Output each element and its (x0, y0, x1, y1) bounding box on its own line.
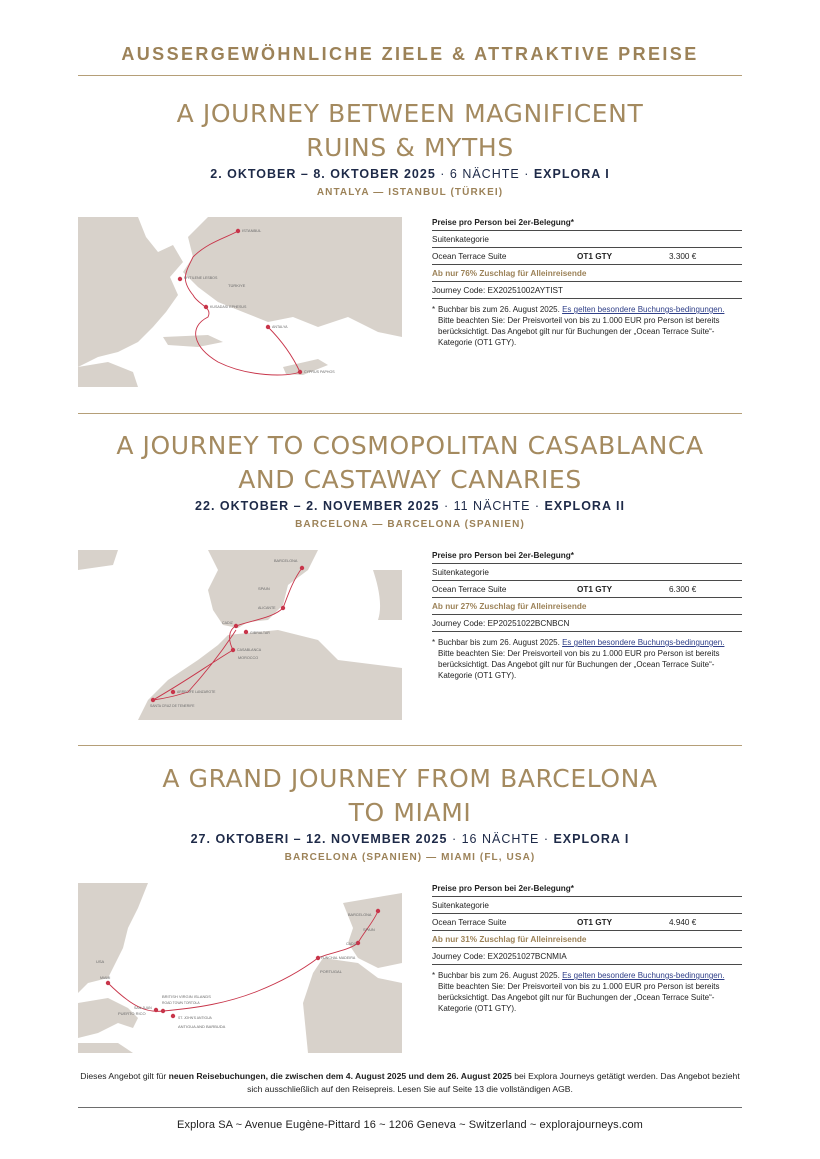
pricing-category-label: Suitenkategorie (432, 901, 489, 910)
suite-price: 4.940 € (669, 918, 697, 927)
single-supplement-row (432, 265, 742, 282)
trip-3-date-range: 27. OKTOBERI – 12. NOVEMBER 2025 (190, 832, 448, 846)
trip-2-route: BARCELONA — BARCELONA (SPANIEN) (295, 519, 525, 530)
trip-3-ship: EXPLORA I (553, 832, 630, 846)
trip-1-title-line1: A JOURNEY BETWEEN MAGNIFICENT (176, 99, 644, 128)
footnote-star: * (432, 638, 436, 647)
trip-1-map-label-3: KUSADASI EPHESUS (210, 305, 247, 309)
pricing-footnote (432, 632, 742, 681)
suite-code: OT1 GTY (577, 585, 613, 594)
legal-text-2: bei Explora Journeys getätigt werden. Das Angebot bezieht sich ausschließlich auf den Reisepreis. Lesen Sie auf Seite 13 die vollständigen AGB. (247, 1071, 740, 1094)
journey-code-row (432, 948, 742, 965)
single-supplement-text: Ab nur 31% Zuschlag für Alleinreisende (432, 935, 587, 944)
pricing-suite-row (432, 248, 742, 265)
trip-1-ship: EXPLORA I (533, 167, 610, 181)
suite-price: 3.300 € (669, 252, 697, 261)
trip-3-route: BARCELONA (SPANIEN) — MIAMI (FL, USA) (284, 852, 536, 863)
suite-code: OT1 GTY (577, 918, 613, 927)
trip-2-map-label-7: ARRECIFE LANZAROTE (177, 690, 216, 694)
trip-1-map-label-5: CYPRUS PAPHOS (304, 370, 335, 374)
trip-1-map-label-4: ANTALYA (272, 325, 288, 329)
trip-1-marker-istanbul (236, 229, 240, 233)
trip-2-ship: EXPLORA II (544, 499, 625, 513)
trip-1-title-line2: RUINS & MYTHS (306, 133, 514, 162)
trip-3-map-label-9: SAN JUAN (134, 1006, 152, 1010)
trip-1-route: ANTALYA — ISTANBUL (TÜRKEI) (316, 187, 504, 198)
footnote-text-post: Bitte beachten Sie: Der Preisvorteil von bis zu 1.000 EUR pro Person ist bereits berücksichtigt. Das Angebot gilt nur für Buchungen der „Ocean Terrace Suite“-Kategorie (OT1 GTY). (438, 982, 720, 1013)
journey-code: Journey Code: EX20251002AYTIST (432, 286, 563, 295)
single-supplement-text: Ab nur 76% Zuschlag für Alleinreisende (432, 269, 587, 278)
single-supplement-row (432, 931, 742, 948)
pricing-category-row (432, 231, 742, 248)
trip-2-title-line1: A JOURNEY TO COSMOPOLITAN CASABLANCA (116, 431, 704, 460)
single-supplement-text: Ab nur 27% Zuschlag für Alleinreisende (432, 602, 587, 611)
trip-1-nights: 6 NÄCHTE (449, 167, 520, 181)
pricing-category-row (432, 564, 742, 581)
trip-1-dates (78, 167, 742, 181)
pricing-heading-text: Preise pro Person bei 2er-Belegung* (432, 218, 574, 227)
trip-2-map-label-8: SANTA CRUZ DE TENERIFE (150, 704, 195, 708)
trip-3-nights: 16 NÄCHTE (461, 832, 540, 846)
trip-2-map-label-6: MOROCCO (238, 656, 259, 660)
trip-2-map (78, 550, 402, 720)
trip-3-map-label-7: BRITISH VIRGIN ISLANDS (162, 994, 211, 999)
suite-code: OT1 GTY (577, 252, 613, 261)
trip-3-map-label-2: CADIZ (346, 942, 357, 946)
footnote-text-post: Bitte beachten Sie: Der Preisvorteil von bis zu 1.000 EUR pro Person ist bereits berücksichtigt. Das Angebot gilt nur für Buchungen der „Ocean Terrace Suite“-Kategorie (OT1 GTY). (438, 316, 720, 347)
trip-3-map-label-10: PUERTO RICO (118, 1011, 146, 1016)
trip-2-title (78, 429, 742, 497)
footnote-text-pre: Buchbar bis zum 26. August 2025. (438, 638, 563, 647)
trip-1-pricing (432, 214, 742, 348)
trip-2-map-label-2: ALICANTE (258, 606, 276, 610)
suite-name: Ocean Terrace Suite (432, 252, 507, 261)
trip-1-date-range: 2. OKTOBER – 8. OKTOBER 2025 (210, 167, 436, 181)
trip-2-map-label-0: BARCELONA (274, 559, 298, 563)
footnote-star: * (432, 971, 436, 980)
pricing-suite-row (432, 914, 742, 931)
trip-3-map-label-11: ST. JOHN'S ANTIGUA (178, 1016, 212, 1020)
booking-conditions-link[interactable]: Es gelten besondere Buchungs-bedingungen. (562, 971, 725, 980)
pricing-footnote (432, 965, 742, 1014)
booking-conditions-link[interactable]: Es gelten besondere Buchungs-bedingungen. (562, 638, 725, 647)
trip-2-dates (78, 499, 742, 513)
footnote-star: * (432, 305, 436, 314)
trip-2-sep1: · (439, 499, 454, 513)
trip-2-sep2: · (530, 499, 545, 513)
company-contact: Explora SA ~ Avenue Eugène-Pittard 16 ~ 1206 Geneva ~ Switzerland ~ explorajourneys.com (177, 1119, 643, 1131)
header-divider (78, 75, 742, 76)
trip-3-dates (78, 832, 742, 846)
footnote-text-post: Bitte beachten Sie: Der Preisvorteil von bis zu 1.000 EUR pro Person ist bereits berücksichtigt. Das Angebot gilt nur für Buchungen der „Ocean Terrace Suite“-Kategorie (OT1 GTY). (438, 649, 720, 680)
single-supplement-row (432, 598, 742, 615)
trip-2-map-label-4: GIBRALTAR (250, 631, 270, 635)
trip-3-map (78, 883, 402, 1053)
pricing-footnote (432, 299, 742, 348)
trip-1-title (78, 97, 742, 165)
pricing-suite-row (432, 581, 742, 598)
trip-2-pricing (432, 547, 742, 681)
journey-code: Journey Code: EX20251027BCNMIA (432, 952, 567, 961)
suite-price: 6.300 € (669, 585, 697, 594)
pricing-heading-text: Preise pro Person bei 2er-Belegung* (432, 884, 574, 893)
trip-3-map-label-4: PORTUGAL (320, 969, 342, 974)
trip-3-map-label-3: FUNCHAL MADEIRA (321, 956, 356, 960)
trip-1-map-label-2: TÜRKIYE (228, 283, 246, 288)
pricing-category-label: Suitenkategorie (432, 568, 489, 577)
trip-2-nights: 11 NÄCHTE (453, 499, 531, 513)
legal-notice (78, 1070, 742, 1096)
trip-2-title-line2: AND CASTAWAY CANARIES (238, 465, 582, 494)
trip-2-map-label-1: SPAIN (258, 586, 270, 591)
footnote-text-pre: Buchbar bis zum 26. August 2025. (438, 971, 563, 980)
journey-code-row (432, 615, 742, 632)
trip-3-title-line2: TO MIAMI (348, 798, 472, 827)
trip-3-map-label-12: ANTIGUA AND BARBUDA (178, 1024, 226, 1029)
trip-2-map-label-3: CADIZ (222, 621, 233, 625)
booking-conditions-link[interactable]: Es gelten besondere Buchungs-bedingungen. (562, 305, 725, 314)
trip-3-sep1: · (447, 832, 462, 846)
trip-3-sep2: · (539, 832, 554, 846)
trip-3-map-label-6: MIAMI (100, 976, 111, 980)
trip-3-map-label-8: ROAD TOWN TORTOLA (162, 1001, 200, 1005)
pricing-heading (432, 547, 742, 564)
pricing-category-label: Suitenkategorie (432, 235, 489, 244)
trip-1-map-label-1: MYTILENE LESBOS (184, 276, 218, 280)
suite-name: Ocean Terrace Suite (432, 918, 507, 927)
pricing-heading (432, 214, 742, 231)
legal-text-bold: neuen Reisebuchungen, die zwischen dem 4. August 2025 und dem 26. August 2025 (168, 1071, 512, 1081)
trip-3-pricing (432, 880, 742, 1014)
trip-2-date-range: 22. OKTOBER – 2. NOVEMBER 2025 (195, 499, 440, 513)
legal-text-1: Dieses Angebot gilt für (80, 1071, 169, 1081)
trip-3-map-label-1: SPAIN (363, 927, 375, 932)
pricing-heading-text: Preise pro Person bei 2er-Belegung* (432, 551, 574, 560)
journey-code-row (432, 282, 742, 299)
suite-name: Ocean Terrace Suite (432, 585, 507, 594)
pricing-category-row (432, 897, 742, 914)
trip-1-map (78, 217, 402, 387)
trip-3-title (78, 762, 742, 830)
section-divider-1 (78, 413, 742, 414)
page-title: AUSSERGEWÖHNLICHE ZIELE & ATTRAKTIVE PREISE (121, 44, 699, 64)
trip-3-map-label-5: USA (96, 959, 105, 964)
journey-code: Journey Code: EP20251022BCNBCN (432, 619, 570, 628)
trip-1-map-label-0: ISTANBUL (242, 228, 262, 233)
trip-2-map-label-5: CASABLANCA (237, 648, 262, 652)
footnote-text-pre: Buchbar bis zum 26. August 2025. (438, 305, 563, 314)
trip-3-title-line1: A GRAND JOURNEY FROM BARCELONA (162, 764, 658, 793)
trip-1-sep2: · (519, 167, 534, 181)
footer-divider (78, 1107, 742, 1108)
pricing-heading (432, 880, 742, 897)
trip-1-sep1: · (435, 167, 450, 181)
section-divider-2 (78, 745, 742, 746)
trip-3-map-label-0: BARCELONA (348, 913, 372, 917)
